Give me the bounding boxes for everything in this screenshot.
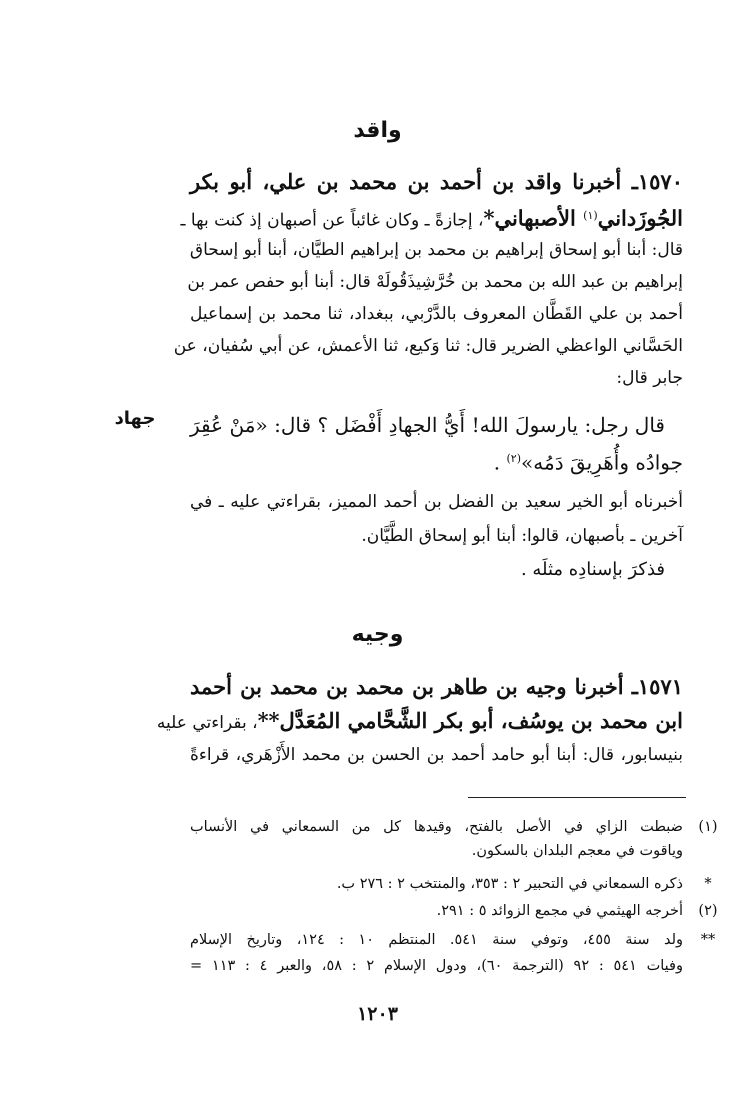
footnote-line: وياقوت في معجم البلدان بالسكون.: [471, 843, 683, 859]
footnote-separator: [468, 797, 686, 798]
hadith-line-1: قال رجل: يارسولَ الله! أَيُّ الجهادِ أَفْضَل ؟ قال: «مَنْ عُقِرَ: [190, 413, 665, 437]
entry-1571-line-1: ١٥٧١ـ أخبرنا وجيه بن طاهر بن محمد بن محمد بن أحمد: [190, 674, 683, 699]
entry-1571-line-3: بنيسابور، قال: أبنا أبو حامد أحمد بن الحسن بن محمد الأَزْهَري، قراءةً: [190, 745, 683, 765]
name-shahhami: ابن محمد بن يوسُف، أبو بكر الشَّحَّامي المُعَدَّل**: [257, 708, 683, 733]
hadith-end: .: [493, 450, 507, 475]
entry-1570-line-4: إبراهيم بن عبد الله بن محمد بن خُرَّشِيذَقُولَهْ قال: أبنا أبو حفص عمر بن: [187, 272, 683, 292]
name-nisba-isbahani: الأصبهاني*: [483, 205, 584, 231]
entry-1570-line-8: أخبرناه أبو الخير سعيد بن الفضل بن أحمد المميز، بقراءتي عليه ـ في: [190, 492, 683, 512]
entry-1570-line-10: فذكرَ بإسنادِه مثلَه .: [520, 559, 665, 580]
footnote-ref-2: (٢): [506, 452, 522, 465]
footnote-ref-1: (١): [583, 209, 598, 222]
page-number: ١٢٠٣: [357, 1003, 398, 1025]
entry-1570-line-1: ١٥٧٠ـ أخبرنا واقد بن أحمد بن محمد بن علي، أبو بكر: [190, 169, 683, 194]
footnote-line: ضبطت الزاي في الأصل بالفتح، وقيدها كل من السمعاني في الأنساب: [190, 819, 683, 835]
ijaza-note: ، إجازةً ـ وكان غائباً عن أصبهان إذ كنت بها ـ: [180, 210, 484, 231]
hadith-text: جوادُه وأُهَرِيقَ دَمُه»: [521, 450, 683, 475]
entry-1570-line-7: جابر قال:: [616, 368, 683, 388]
entry-1570-line-6: الحَسَّاني الواعظي الضرير قال: ثنا وَكيع، ثنا الأعمش، عن أبي سُفيان، عن: [173, 336, 683, 356]
reading-note: ، بقراءتي عليه: [156, 713, 258, 733]
entry-1571-line-2: [156, 704, 683, 740]
name-nisba: الجُوزَداني: [597, 205, 683, 231]
footnote-mark: (١): [698, 819, 718, 835]
footnote-mark: (٢): [698, 903, 718, 919]
footnote-line: ولد سنة ٤٥٥، وتوفي سنة ٥٤١. المنتظم ١٠ : ١٢٤، وتاريخ الإسلام: [190, 932, 683, 948]
section-title-waqid: واقد: [353, 118, 402, 143]
footnote-line: أخرجه الهيثمي في مجمع الزوائد ٥ : ٢٩١.: [436, 903, 683, 919]
entry-1570-line-2: [180, 199, 683, 238]
footnote-mark: **: [700, 932, 716, 948]
entry-1570-line-5: أحمد بن علي القَطَّان المعروف بالدَّرْبي، ببغداد، ثنا محمد بن إسماعيل: [190, 304, 683, 324]
footnote-line: وفيات ٥٤١ : ٩٢ (الترجمة ٦٠)، ودول الإسلام ٢ : ٥٨، والعبر ٤ : ١١٣ =: [190, 958, 683, 974]
footnote-line: ذكره السمعاني في التحبير ٢ : ٣٥٣، والمنتخب ٢ : ٢٧٦ ب.: [336, 876, 683, 892]
entry-1570-line-9: آخرين ـ بأصبهان، قالوا: أبنا أبو إسحاق الطَّيَّان.: [361, 526, 683, 546]
footnote-mark: *: [704, 876, 712, 892]
hadith-line-2: [190, 443, 683, 479]
entry-1570-line-3: قال: أبنا أبو إسحاق إبراهيم بن محمد بن إبراهيم الطيَّان، أبنا أبو إسحاق: [189, 240, 683, 260]
section-title-wajih: وجيه: [351, 622, 404, 647]
margin-note-jihad: جهاد: [114, 408, 156, 429]
